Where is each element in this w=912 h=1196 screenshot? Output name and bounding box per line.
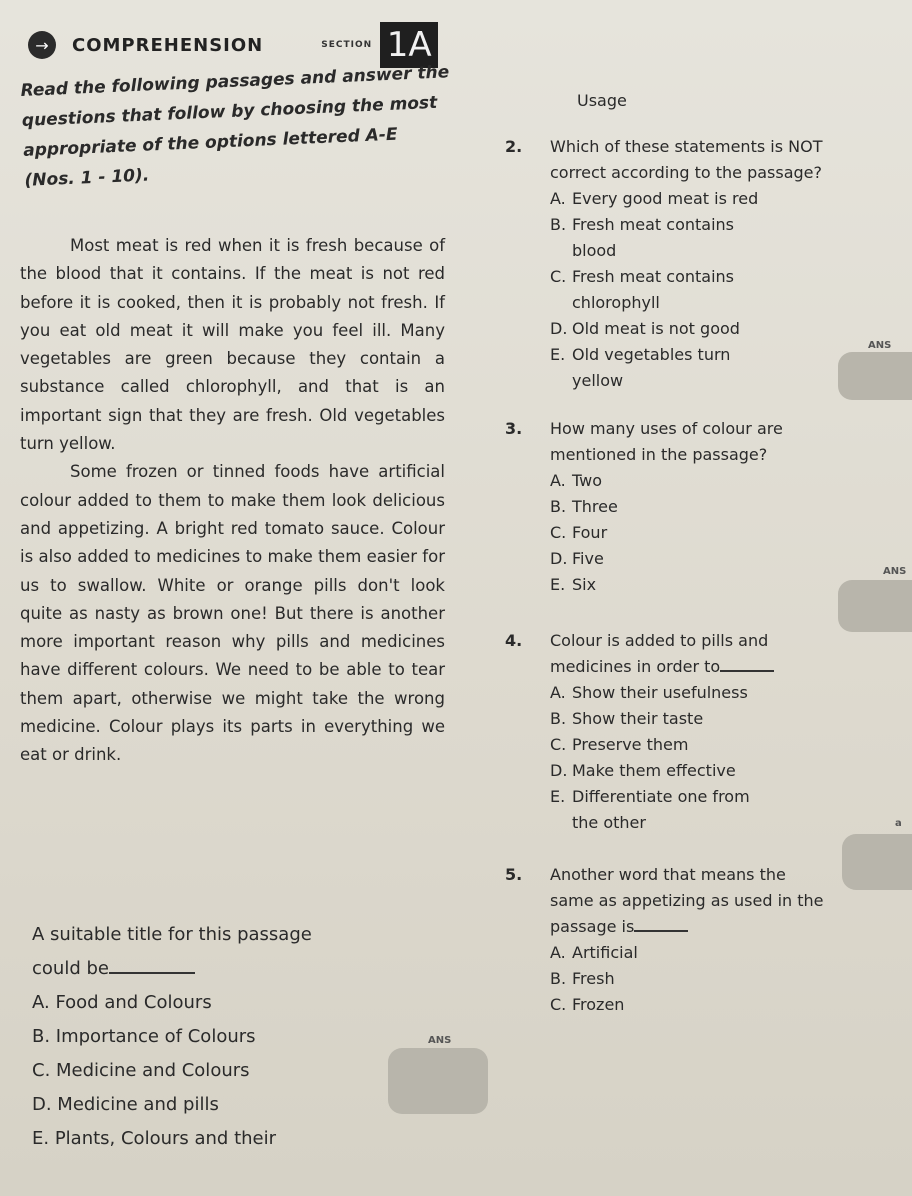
- question-1-option-e[interactable]: E. Plants, Colours and their: [32, 1128, 277, 1149]
- question-1-option-c[interactable]: C. Medicine and Colours: [32, 1060, 250, 1081]
- option-letter: A.: [550, 943, 566, 962]
- option-text: Preserve them: [572, 735, 689, 754]
- option-letter: A.: [550, 683, 566, 702]
- question-4-option-b[interactable]: [550, 706, 825, 732]
- option-letter: B.: [550, 215, 567, 234]
- option-text: Six: [572, 575, 597, 594]
- option-text-continued: blood: [572, 241, 617, 260]
- option-text: Every good meat is red: [572, 189, 759, 208]
- option-text: Four: [572, 523, 608, 542]
- question-4-answer-box[interactable]: [842, 834, 912, 890]
- question-1-option-b[interactable]: B. Importance of Colours: [32, 1026, 256, 1047]
- option-letter: B.: [550, 709, 567, 728]
- question-2-option-b[interactable]: [550, 212, 825, 264]
- question-3-option-b[interactable]: [550, 494, 825, 520]
- option-text: Fresh meat contains: [572, 267, 734, 286]
- option-text: Frozen: [572, 995, 625, 1014]
- answer-blank[interactable]: [109, 971, 195, 974]
- option-text: Make them effective: [572, 761, 736, 780]
- question-5-option-c[interactable]: [550, 992, 825, 1018]
- option-text: Three: [572, 497, 618, 516]
- option-letter: B.: [550, 497, 567, 516]
- question-4-stem-text: Colour is added to pills and medicines in order to: [550, 631, 769, 676]
- question-3-answer-box[interactable]: [838, 580, 912, 632]
- question-5-number: 5.: [505, 865, 523, 884]
- usage-label: Usage: [577, 91, 627, 110]
- question-4-option-a[interactable]: [550, 680, 825, 706]
- option-text: Old vegetables turn: [572, 345, 731, 364]
- option-text: Old meat is not good: [572, 319, 740, 338]
- question-3-option-c[interactable]: [550, 520, 825, 546]
- question-2-option-c[interactable]: [550, 264, 825, 316]
- question-2-stem: Which of these statements is NOT correct according to the passage?: [550, 137, 823, 182]
- question-5-stem: [550, 862, 825, 940]
- question-3-option-d[interactable]: [550, 546, 825, 572]
- question-2-option-a[interactable]: [550, 186, 825, 212]
- section-label: SECTION: [321, 40, 373, 50]
- arrow-right-icon: →: [28, 31, 56, 59]
- question-1-answer-label: ANS: [428, 1035, 452, 1046]
- option-text: Differentiate one from: [572, 787, 750, 806]
- question-3-option-a[interactable]: [550, 468, 825, 494]
- question-3-answer-label: ANS: [883, 566, 907, 577]
- question-5-option-a[interactable]: [550, 940, 825, 966]
- option-letter: D.: [550, 761, 568, 780]
- question-2: [505, 134, 825, 394]
- question-1-stem-line-2: could be: [32, 958, 109, 979]
- question-4-option-d[interactable]: [550, 758, 825, 784]
- question-5-option-b[interactable]: [550, 966, 825, 992]
- option-letter: B.: [550, 969, 567, 988]
- question-2-number: 2.: [505, 137, 523, 156]
- option-text: Show their usefulness: [572, 683, 748, 702]
- answer-blank[interactable]: [634, 929, 688, 932]
- option-text: Five: [572, 549, 604, 568]
- instructions-text: Read the following passages and answer the questions that follow by choosing the most appropriate of the options lettered A-E (Nos. 1 - 10).: [20, 62, 450, 191]
- section-id-badge: 1A: [380, 22, 438, 68]
- option-letter: E.: [550, 345, 566, 364]
- option-text: Two: [572, 471, 602, 490]
- answer-blank[interactable]: [720, 669, 774, 672]
- question-5-stem-text: Another word that means the same as appetizing as used in the passage is: [550, 865, 824, 936]
- option-letter: C.: [550, 995, 567, 1014]
- question-2-option-e[interactable]: [550, 342, 825, 394]
- question-1-option-a[interactable]: A. Food and Colours: [32, 992, 212, 1013]
- option-letter: D.: [550, 549, 568, 568]
- reading-passage: [20, 232, 445, 770]
- question-4: [505, 628, 825, 836]
- question-1-stem: [32, 918, 450, 986]
- header-title: COMPREHENSION: [72, 34, 264, 56]
- question-4-option-e[interactable]: [550, 784, 825, 836]
- question-3: [505, 416, 825, 598]
- question-4-option-c[interactable]: [550, 732, 825, 758]
- option-letter: C.: [550, 523, 567, 542]
- option-text: Show their taste: [572, 709, 704, 728]
- passage-paragraph-2: Some frozen or tinned foods have artificial colour added to them to make them look delicious and appetizing. A bright red tomato sauce. Colour is also added to medicines to make them easier for us to swallow. White or orange pills don't look quite as nasty as brown one! But there is another more important reason why pills and medicines have different colours. We need to be able to tear them apart, otherwise we might take the wrong medicine. Colour plays its parts in everything we eat or drink.: [20, 462, 445, 765]
- question-3-option-e[interactable]: [550, 572, 825, 598]
- option-text-continued: the other: [572, 813, 646, 832]
- question-2-answer-label: ANS: [868, 340, 892, 351]
- option-letter: A.: [550, 189, 566, 208]
- questions-column: [505, 88, 825, 1018]
- instructions-block: [20, 62, 450, 196]
- option-letter: E.: [550, 575, 566, 594]
- question-2-option-d[interactable]: [550, 316, 825, 342]
- option-letter: A.: [550, 471, 566, 490]
- option-letter: C.: [550, 267, 567, 286]
- question-4-number: 4.: [505, 631, 523, 650]
- option-text: Fresh meat contains: [572, 215, 734, 234]
- question-1: [20, 918, 450, 1156]
- question-4-stem: [550, 628, 825, 680]
- question-2-answer-box[interactable]: [838, 352, 912, 400]
- question-5: [505, 862, 825, 1018]
- question-1-stem-line-1: A suitable title for this passage: [32, 924, 312, 945]
- option-text: Fresh: [572, 969, 615, 988]
- option-letter: C.: [550, 735, 567, 754]
- passage-paragraph-1: Most meat is red when it is fresh because of the blood that it contains. If the meat is not red before it is cooked, then it is probably not fresh. If you eat old meat it will make you feel ill. Many vegetables are green because they contain a substance called chlorophyll, and that is an important sign that they are fresh. Old vegetables turn yellow.: [20, 236, 445, 454]
- option-text-continued: yellow: [572, 371, 624, 390]
- question-1-answer-box[interactable]: [388, 1048, 488, 1114]
- option-letter: E.: [550, 787, 566, 806]
- question-3-number: 3.: [505, 419, 523, 438]
- question-4-answer-label: a: [895, 818, 902, 829]
- question-1-option-d[interactable]: D. Medicine and pills: [32, 1094, 219, 1115]
- option-text-continued: chlorophyll: [572, 293, 660, 312]
- question-3-stem: How many uses of colour are mentioned in the passage?: [550, 419, 783, 464]
- option-text: Artificial: [572, 943, 638, 962]
- option-letter: D.: [550, 319, 568, 338]
